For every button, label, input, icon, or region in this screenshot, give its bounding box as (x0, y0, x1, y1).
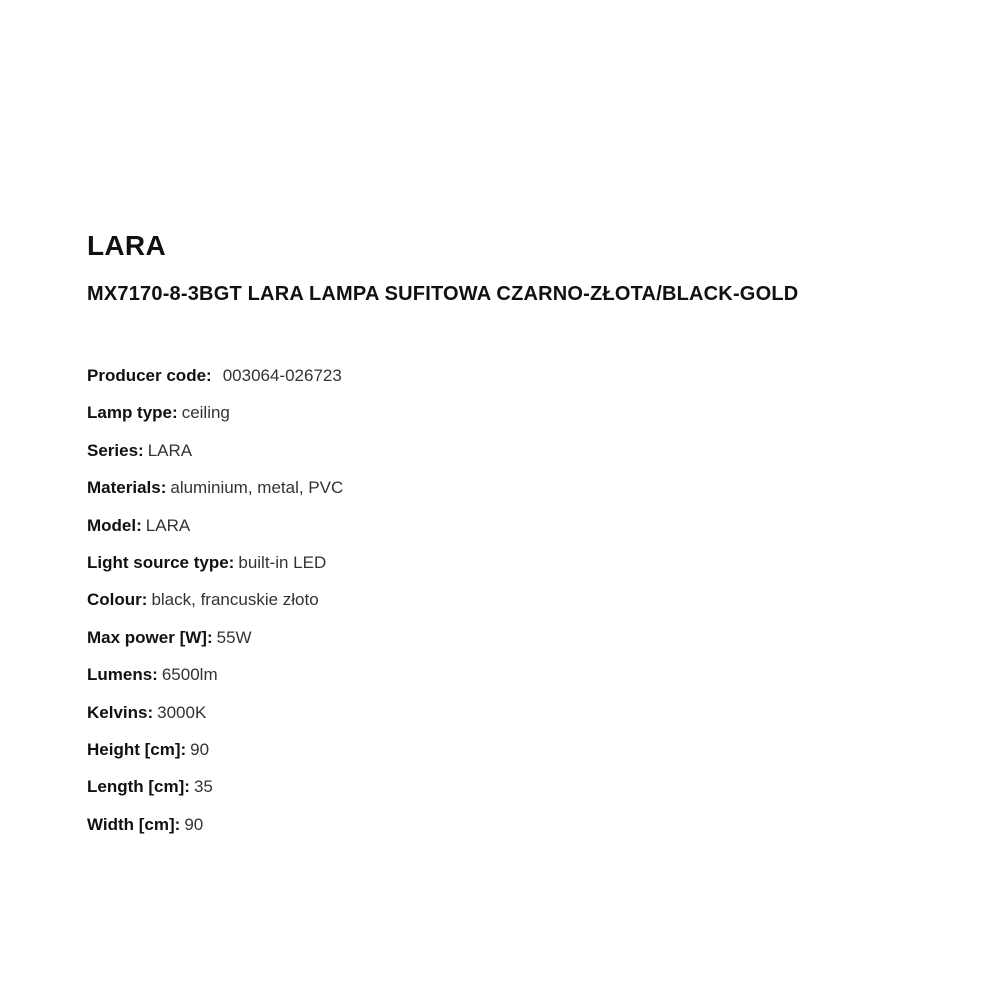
spec-value: black, francuskie złoto (151, 590, 319, 610)
spec-value: 6500lm (161, 665, 218, 685)
spec-label: Producer code: (87, 366, 212, 385)
spec-label: Series: (87, 440, 144, 460)
spec-label: Colour: (87, 590, 148, 610)
product-title: LARA (87, 230, 166, 261)
spec-row-kelvins (87, 694, 967, 731)
spec-row-width (87, 806, 967, 843)
spec-label: Model: (87, 515, 142, 535)
spec-value: LARA (145, 515, 191, 535)
spec-label: Length [cm]: (87, 777, 190, 797)
spec-label: Materials: (87, 478, 167, 498)
spec-value: built-in LED (238, 552, 327, 572)
spec-value: 90 (190, 739, 210, 759)
spec-row-producer-code (87, 357, 967, 394)
spec-list (87, 357, 967, 843)
spec-row-light-source-type (87, 544, 967, 581)
spec-value: 3000K (157, 702, 207, 722)
spec-value: aluminium, metal, PVC (170, 478, 344, 498)
spec-label: Width [cm]: (87, 814, 181, 834)
spec-label: Lamp type: (87, 403, 178, 423)
product-subtitle: MX7170-8-3BGT LARA LAMPA SUFITOWA CZARNO-ZŁOTA/BLACK-GOLD (87, 283, 799, 305)
spec-row-model (87, 507, 967, 544)
spec-value: 55W (216, 627, 252, 647)
spec-label: Light source type: (87, 552, 235, 572)
spec-label: Max power [W]: (87, 627, 213, 647)
spec-row-colour (87, 581, 967, 618)
spec-label: Kelvins: (87, 702, 154, 722)
product-card (87, 228, 967, 843)
spec-label: Lumens: (87, 665, 158, 685)
spec-value: ceiling (181, 403, 230, 423)
spec-row-series (87, 432, 967, 469)
spec-label: Height [cm]: (87, 739, 187, 759)
spec-value: 90 (184, 814, 204, 834)
spec-row-materials (87, 469, 967, 506)
spec-value: LARA (147, 440, 193, 460)
spec-row-max-power (87, 619, 967, 656)
spec-value: 35 (193, 777, 213, 797)
spec-row-height (87, 731, 967, 768)
spec-row-length (87, 768, 967, 805)
spec-row-lumens (87, 656, 967, 693)
spec-row-lamp-type (87, 394, 967, 431)
spec-value: 003064-026723 (222, 366, 342, 385)
